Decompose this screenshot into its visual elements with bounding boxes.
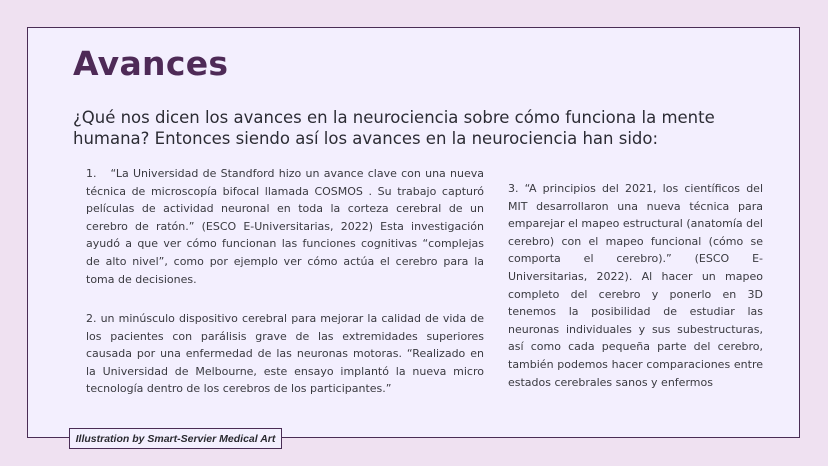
advance-item-2: 2. un minúsculo dispositivo cerebral para mejorar la calidad de vida de los pacientes con parálisis grave de las extremidades superiores causada por una enfermedad de las neuronas motoras. “Realizado en la Universidad de Melbourne, este ensayo implantó la nueva micro tecnología dentro de los cerebros de los participantes.”: [86, 312, 484, 396]
slide-title: Avances: [73, 44, 229, 83]
advance-item-1-number: 1.: [86, 167, 97, 180]
slide-subtitle: ¿Qué nos dicen los avances en la neurociencia sobre cómo funciona la mente humana? Entonces siendo así los avances en la neurociencia han sido:: [73, 108, 715, 148]
illustration-credit-box: [69, 428, 282, 449]
advance-item-1: [86, 165, 484, 288]
advance-item-1-text: “La Universidad de Standford hizo un avance clave con una nueva técnica de microscopía bifocal llamada COSMOS . Su trabajo capturó películas de actividad neuronal en toda la corteza cerebral de un cerebro de ratón.” (ESCO E-Universitarias, 2022) Esta investigación ayudó a que ver cómo funcionan las funciones cognitivas “complejas de alto nivel”, como por ejemplo ver cómo actúa el cerebro para la toma de decisiones.: [86, 167, 484, 286]
advance-item-3: 3. “A principios del 2021, los científicos del MIT desarrollaron una nueva técnica para emparejar el mapeo estructural (anatomía del cerebro) con el mapeo funcional (cómo se comporta el cerebro).” (ESCO E-Universitarias, 2022). Al hacer un mapeo completo del cerebro y ponerlo en 3D tenemos la posibilidad de estudiar las neuronas individuales y sus subestructuras, así como cada pequeña parte del cerebro, también podemos hacer comparaciones entre estados cerebrales sanos y enfermos: [508, 182, 763, 389]
illustration-credit: Illustration by Smart-Servier Medical Art: [75, 432, 276, 445]
